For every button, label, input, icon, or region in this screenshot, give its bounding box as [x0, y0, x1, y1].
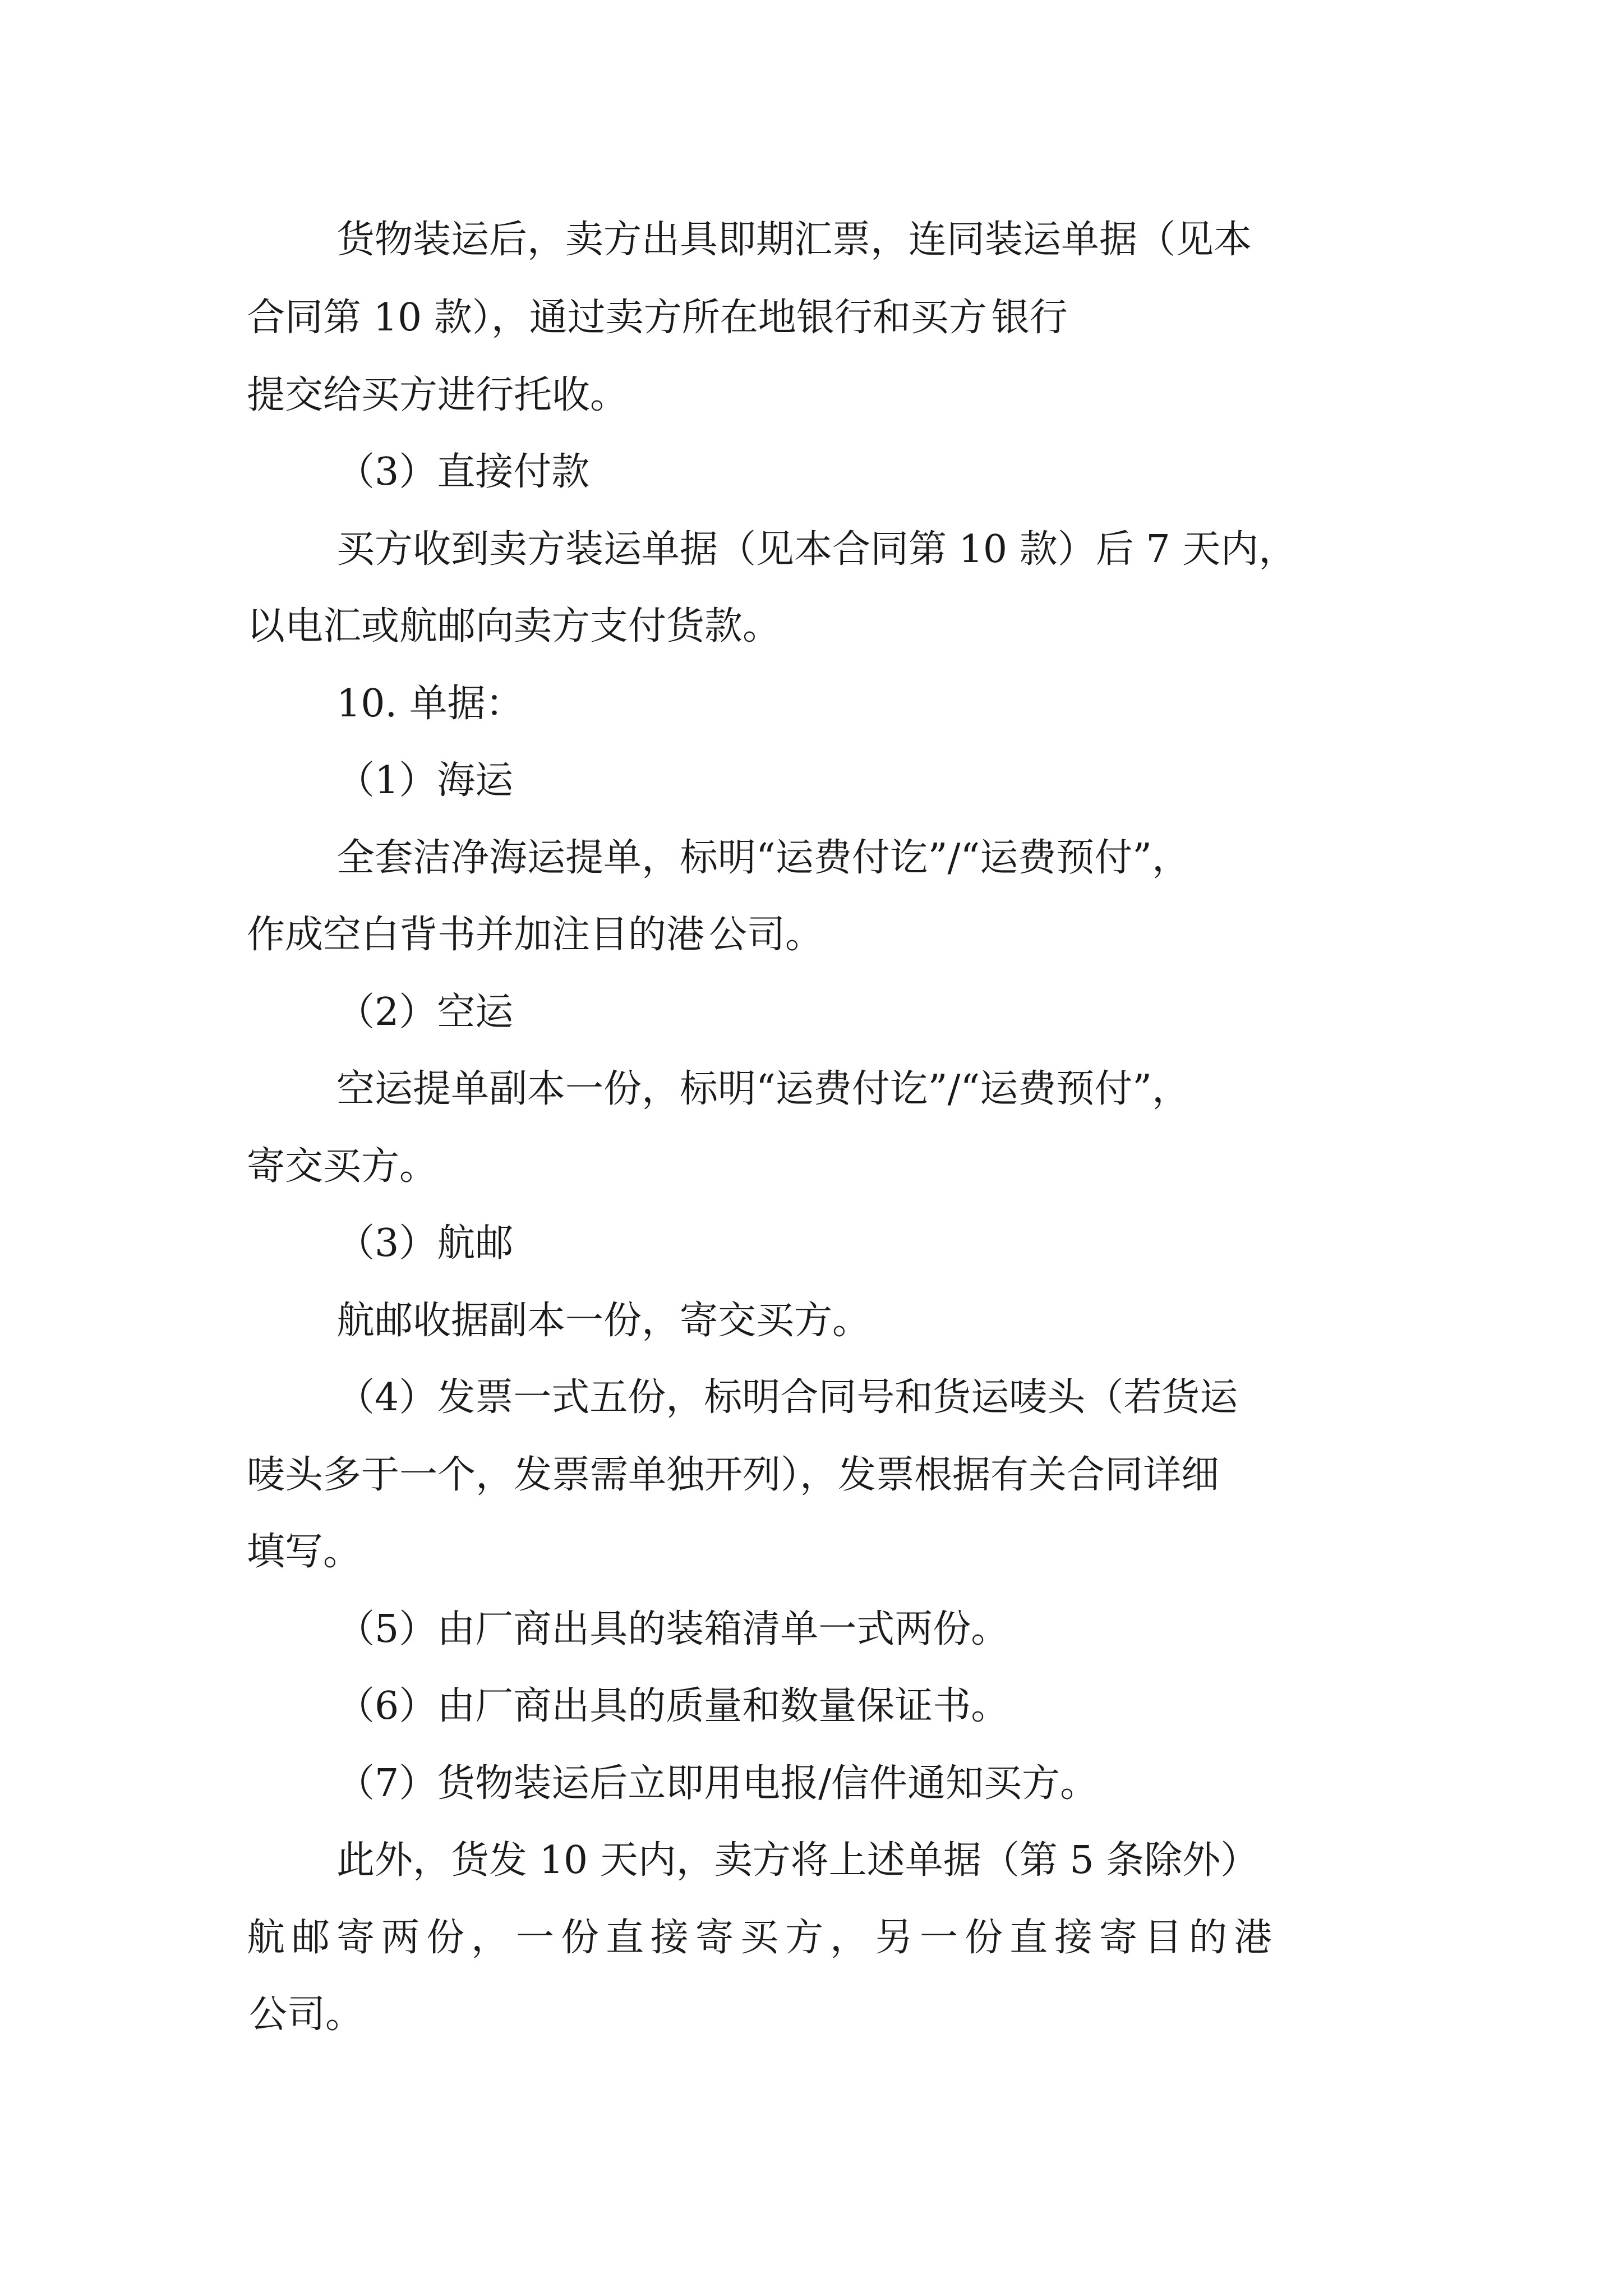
- paragraph-line: 空运提单副本一份，标明“运费付讫”/“运费预付”，: [336, 1067, 1190, 1111]
- text-segment: 公司。: [709, 913, 824, 957]
- section-heading: 10. 单据：: [336, 682, 524, 726]
- section-heading: （2）空运: [336, 990, 514, 1034]
- paragraph-line: （4）发票一式五份，标明合同号和货运唛头（若货运: [336, 1375, 1238, 1420]
- paragraph-line: 买方收到卖方装运单据（见本合同第 10 款）后 7 天内，: [336, 527, 1297, 572]
- paragraph-line: 唛头多于一个，发票需单独开列），发票根据有关合同详细: [247, 1453, 1220, 1497]
- paragraph-line: 航邮寄两份，一份直接寄买方，另一份直接寄目的港: [247, 1916, 1279, 1960]
- text-segment: 合同第 10 款），通过卖方所在地银行和买方: [247, 296, 987, 340]
- paragraph-line: 航邮收据副本一份，寄交买方。: [336, 1299, 871, 1343]
- paragraph-line: 全套洁净海运提单，标明“运费付讫”/“运费预付”，: [336, 836, 1190, 880]
- paragraph-line: （7）货物装运后立即用电报/信件通知买方。: [336, 1761, 1099, 1806]
- section-heading: （3）直接付款: [336, 450, 590, 494]
- paragraph-line: [247, 1990, 1623, 2040]
- paragraph-line: [247, 293, 1623, 343]
- paragraph-line: 寄交买方。: [247, 1144, 438, 1189]
- text-segment: 作成空白背书并加注目的港: [247, 913, 705, 957]
- paragraph-line: 以电汇或航邮向卖方支付货款。: [247, 604, 781, 648]
- paragraph-line: 此外，货发 10 天内，卖方将上述单据（第 5 条除外）: [336, 1838, 1259, 1883]
- text-segment: 银行: [991, 296, 1068, 340]
- paragraph-line: （5）由厂商出具的装箱清单一式两份。: [336, 1607, 1009, 1651]
- section-heading: （3）航邮: [336, 1221, 514, 1266]
- paragraph-line: 货物装运后，卖方出具即期汇票，连同装运单据（见本: [336, 218, 1252, 262]
- text-segment: 公司。: [249, 1993, 364, 2037]
- paragraph-line: 提交给买方进行托收。: [247, 373, 629, 417]
- paragraph-line: （6）由厂商出具的质量和数量保证书。: [336, 1684, 1009, 1728]
- paragraph-line: [247, 910, 1623, 960]
- section-heading: （1）海运: [336, 758, 514, 803]
- paragraph-line: 填写。: [247, 1530, 362, 1574]
